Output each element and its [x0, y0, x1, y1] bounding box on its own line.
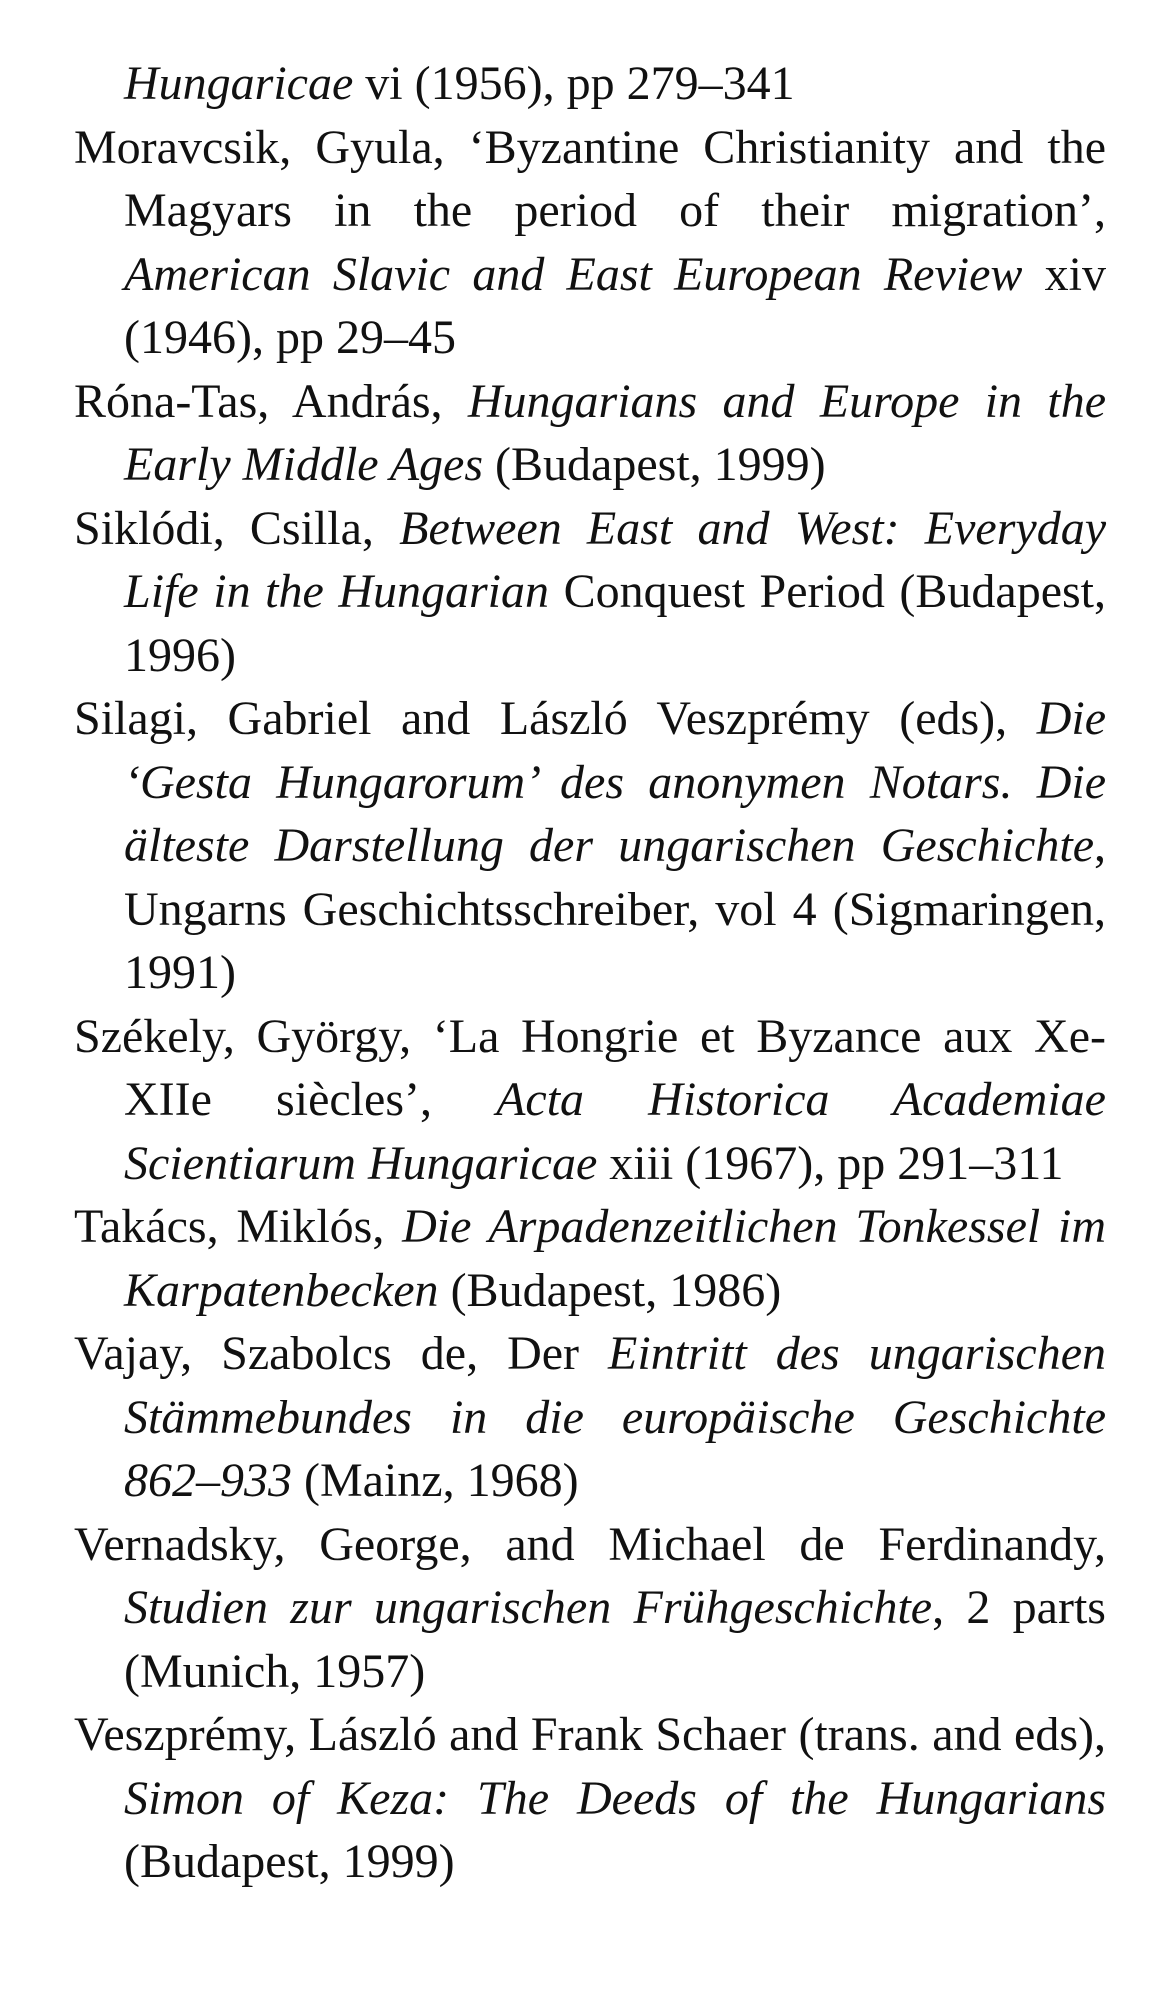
entry-text: (Budapest, 1986) [438, 1263, 782, 1317]
entry-text: Vernadsky, George, and Michael de Ferdinandy, [74, 1517, 1106, 1571]
entry-text: Siklódi, Csilla, [74, 501, 400, 555]
entry-text: Veszprémy, László and Frank Schaer (trans. and eds), [74, 1708, 1106, 1761]
entry-title-text: Acta Historica Academiae Scientiarum Hungaricae [124, 1073, 1106, 1190]
entry-title-text: Between East and West: Everyday Life in the Hungarian [124, 501, 1106, 618]
entry-text: , 2 parts (Munich, 1957) [124, 1581, 1106, 1698]
bibliography-entry-siklodi [74, 497, 1106, 688]
entry-text: xiii (1967), pp 291–311 [597, 1136, 1064, 1190]
entry-text: , Ungarns Geschichtsschreiber, vol 4 (Sigmaringen, 1991) [124, 819, 1106, 999]
bibliography-entry-vajay [74, 1322, 1106, 1513]
bibliography-entry-silagi [74, 687, 1106, 1005]
entry-title-text: Studien zur ungarischen Frühgeschichte [124, 1581, 933, 1634]
bibliography-entry-veszpremy [74, 1703, 1106, 1894]
entry-text: Conquest Period (Budapest, 1996) [124, 565, 1107, 682]
entry-title-text: Hungaricae [124, 57, 354, 110]
entry-text: (Budapest, 1999) [124, 1835, 455, 1888]
entry-text: Silagi, Gabriel and László Veszprémy (eds), [74, 692, 1037, 745]
entry-text: vi (1956), pp 279–341 [353, 57, 795, 110]
entry-title-text: American Slavic and East European Review [124, 247, 1023, 301]
bibliography-entry-takacs [74, 1195, 1106, 1322]
entry-text: Róna-Tas, András, [74, 374, 468, 428]
bibliography-entry-rona-tas [74, 370, 1106, 497]
entry-text: (Budapest, 1999) [483, 438, 826, 491]
entry-text: Székely, György, ‘La Hongrie et Byzance aux Xe-XIIe siècles’, [74, 1009, 1106, 1126]
entry-text: xiv (1946), pp 29–45 [124, 247, 1106, 364]
entry-title-text: Die ‘Gesta Hungarorum’ des anonymen Notars. Die älteste Darstellung der ungarischen Geschichte [124, 692, 1106, 872]
entry-title-text: Eintritt des ungarischen Stämmebundes in die europäische Geschichte 862–933 [124, 1327, 1107, 1507]
entry-title-text: Hungarians and Europe in the Early Middle Ages [124, 374, 1106, 491]
entry-text: Moravcsik, Gyula, ‘Byzantine Christianity and the Magyars in the period of their migration’, [74, 120, 1106, 237]
bibliography-page [74, 52, 1106, 1894]
entry-title-text: Die Arpadenzeitlichen Tonkessel im Karpatenbecken [124, 1200, 1106, 1317]
bibliography-entry-moravcsik [74, 116, 1106, 370]
entry-text: Vajay, Szabolcs de, Der [74, 1327, 609, 1380]
bibliography-entry-vernadsky [74, 1513, 1106, 1704]
bibliography-entry-continuation [74, 52, 1106, 116]
bibliography-list [74, 52, 1106, 1894]
entry-text: (Mainz, 1968) [292, 1454, 579, 1507]
entry-title-text: Simon of Keza: The Deeds of the Hungarians [124, 1771, 1106, 1825]
bibliography-entry-szekely [74, 1005, 1106, 1196]
entry-text: Takács, Miklós, [74, 1200, 403, 1253]
